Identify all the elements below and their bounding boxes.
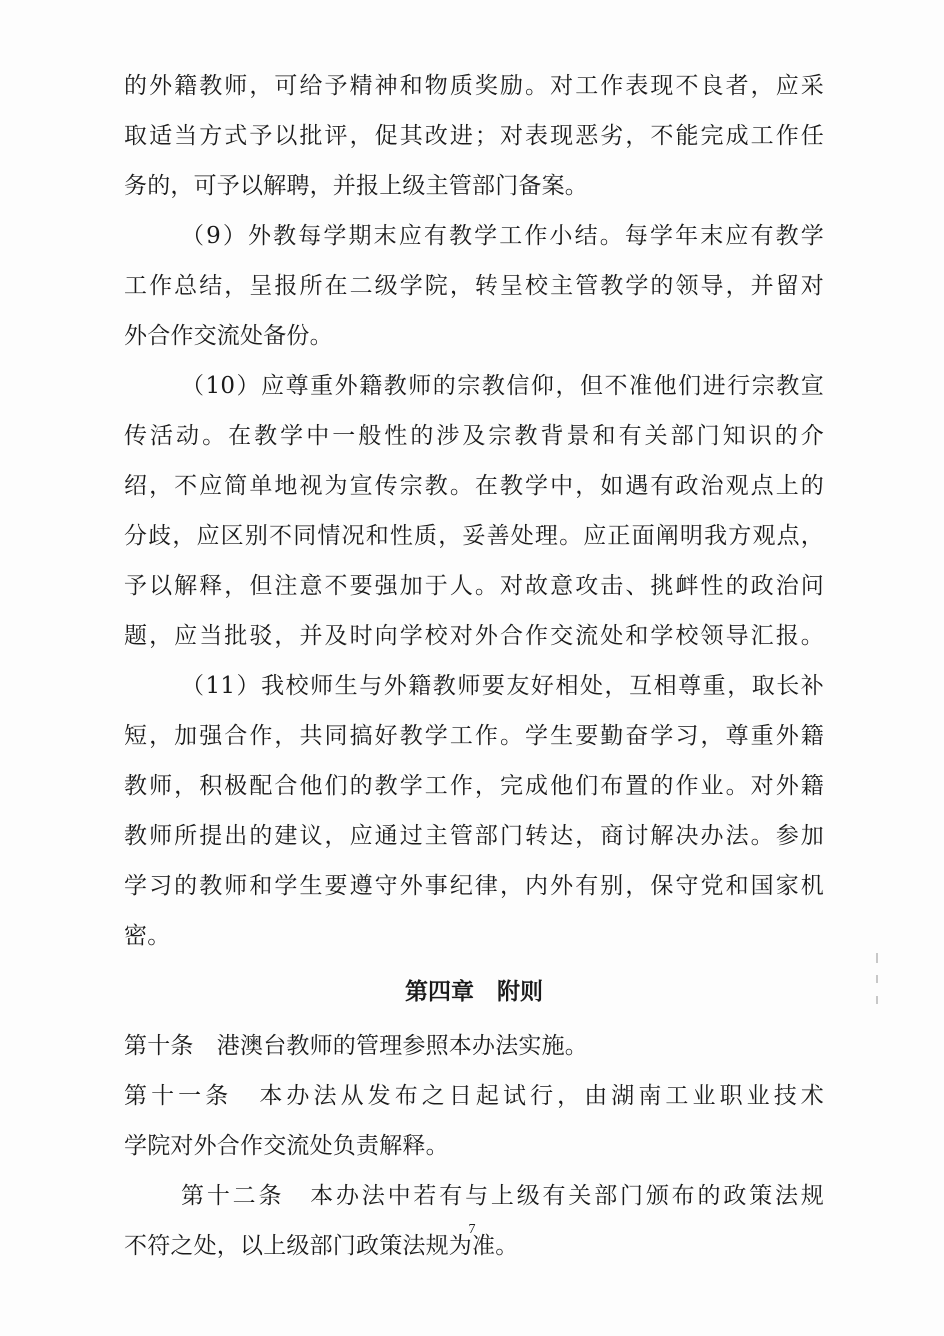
article-line: 学院对外合作交流处负责解释。 [124,1133,449,1159]
paragraph-line: 取适当方式予以批评，促其改进；对表现恶劣，不能完成工作任 [124,123,824,149]
paragraph-line: 绍，不应简单地视为宣传宗教。在教学中，如遇有政治观点上的 [124,473,824,499]
article-line: 不符之处，以上级部门政策法规为准。 [124,1233,519,1259]
paragraph-line: 传活动。在教学中一般性的涉及宗教背景和有关部门知识的介 [124,423,824,449]
paragraph-line: 予以解释，但注意不要强加于人。对故意攻击、挑衅性的政治问 [124,573,824,599]
paragraph-line: 分歧，应区别不同情况和性质，妥善处理。应正面阐明我方观点， [124,523,824,549]
paragraph-line: 教师所提出的建议，应通过主管部门转达，商讨解决办法。参加 [124,823,824,849]
paragraph-line: （11）我校师生与外籍教师要友好相处，互相尊重，取长补 [181,673,824,699]
article-line: 第十二条 本办法中若有与上级有关部门颁布的政策法规 [181,1183,824,1209]
paragraph-line: （9）外教每学期末应有教学工作小结。每学年末应有教学 [181,223,824,249]
paragraph-line: 教师，积极配合他们的教学工作，完成他们布置的作业。对外籍 [124,773,824,799]
paragraph-line: 的外籍教师，可给予精神和物质奖励。对工作表现不良者，应采 [124,73,824,99]
binding-hole-mark [876,975,878,983]
article-line: 第十条 港澳台教师的管理参照本办法实施。 [124,1033,588,1059]
chapter-heading: 第四章 附则 [405,979,543,1005]
article-line: 第十一条 本办法从发布之日起试行，由湖南工业职业技术 [124,1083,824,1109]
paragraph-line: 学习的教师和学生要遵守外事纪律，内外有别，保守党和国家机 [124,873,824,899]
paragraph-line: 题，应当批驳，并及时向学校对外合作交流处和学校领导汇报。 [124,623,824,649]
paragraph-line: 工作总结，呈报所在二级学院，转呈校主管教学的领导，并留对 [124,273,824,299]
paragraph-line: 务的，可予以解聘，并报上级主管部门备案。 [124,173,588,199]
binding-hole-mark [876,996,878,1004]
binding-hole-mark [876,953,878,963]
paragraph-line: （10）应尊重外籍教师的宗教信仰，但不准他们进行宗教宣 [181,373,824,399]
paragraph-line: 短，加强合作，共同搞好教学工作。学生要勤奋学习，尊重外籍 [124,723,824,749]
page-number: 7 [468,1222,476,1237]
paragraph-line: 密。 [124,923,171,949]
paragraph-line: 外合作交流处备份。 [124,323,333,349]
